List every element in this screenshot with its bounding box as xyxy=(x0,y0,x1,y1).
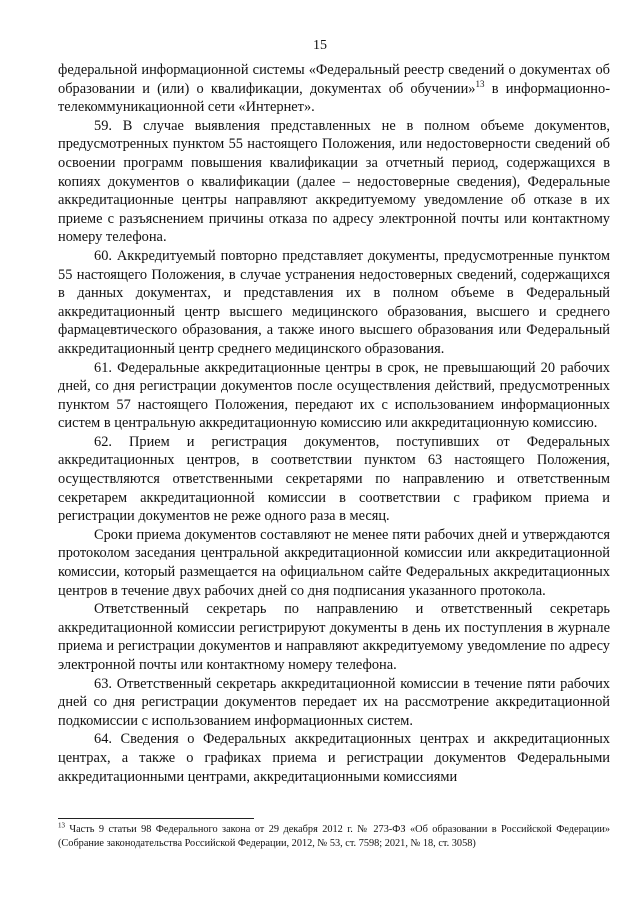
paragraph-continuation xyxy=(58,61,610,117)
paragraph-62: 62. Прием и регистрация документов, поступивших от Федеральных аккредитационных центров, в соответствии пунктом 63 настоящего Положения, осуществляются ответственными секретарями по направлению и ответственным секретарем аккредитационной комиссии в соответствии с графиком приема и регистрации документов не реже одного раза в месяц. xyxy=(58,433,610,525)
footnote-divider xyxy=(58,818,254,819)
paragraph-60: 60. Аккредитуемый повторно представляет документы, предусмотренные пунктом 55 настоящего Положения, в случае устранения недостоверных сведений, содержащихся в данных документах, и представления их в полном объеме в Федеральный аккредитационный центр высшего медицинского образования, высшего и среднего фармацевтического образования, а также иного высшего образования или Федеральный аккредитационный центр среднего медицинского образования. xyxy=(58,247,610,357)
paragraph-64: 64. Сведения о Федеральных аккредитационных центрах и аккредитационных центрах, а также о графиках приема и регистрации документов Федеральными аккредитационными центрами, аккредитационными комиссиями xyxy=(58,731,610,785)
footnote-text: Часть 9 статьи 98 Федерального закона от 29 декабря 2012 г. № 273-ФЗ «Об образовании в Российской Федерации» (Собрание законодательства Российской Федерации, 2012, № 53, ст. 7598; 2021, № 18, ст. 3058) xyxy=(58,824,610,849)
paragraph-59: 59. В случае выявления представленных не в полном объеме документов, предусмотренных пунктом 55 настоящего Положения, или недостоверности сведений об освоении программ повышения квалификации за отчетный период, содержащихся в копиях документов о квалификации (далее – недостоверные сведения), Федеральные аккредитационные центры направляют аккредитуемому уведомление об отказе в их приеме с разъяснением причины отказа по адресу электронной почты или контактному номеру телефона. xyxy=(58,117,610,246)
paragraph-63: 63. Ответственный секретарь аккредитационной комиссии в течение пяти рабочих дней со дня регистрации документов передает их на рассмотрение аккредитационной подкомиссии с использованием информационных систем. xyxy=(58,675,610,729)
paragraph-62-terms: Сроки приема документов составляют не менее пяти рабочих дней и утверждаются протоколом заседания центральной аккредитационной комиссии или аккредитационной комиссии, который размещается на официальном сайте Федеральных аккредитационных центров в течение двух рабочих дней со дня подписания указанного протокола. xyxy=(58,526,610,599)
paragraph-text: федеральной информационной системы «Федеральный реестр сведений о документах об образовании и (или) о квалификации, документах об обучении» xyxy=(58,62,610,97)
paragraph-61: 61. Федеральные аккредитационные центры в срок, не превышающий 20 рабочих дней, со дня регистрации документов после осуществления действий, предусмотренных пунктом 57 настоящего Положения, передают их с использованием информационных систем в центральную аккредитационную комиссию или аккредитационную комиссию. xyxy=(58,359,610,432)
footnote-reference[interactable]: 13 xyxy=(475,78,485,89)
document-body xyxy=(58,61,610,786)
footnote xyxy=(58,823,610,851)
paragraph-62-registration: Ответственный секретарь по направлению и ответственный секретарь аккредитационной комиссии регистрируют документы в день их поступления в журнале приема и регистрации документов и направляют аккредитуемому уведомление по адресу электронной почты или контактному номеру телефона. xyxy=(58,601,610,673)
paragraph-text-tail: в информационно-телекоммуникационной сети «Интернет». xyxy=(58,80,610,116)
footnote-mark: 13 xyxy=(58,821,65,830)
page-number: 15 xyxy=(313,38,327,53)
